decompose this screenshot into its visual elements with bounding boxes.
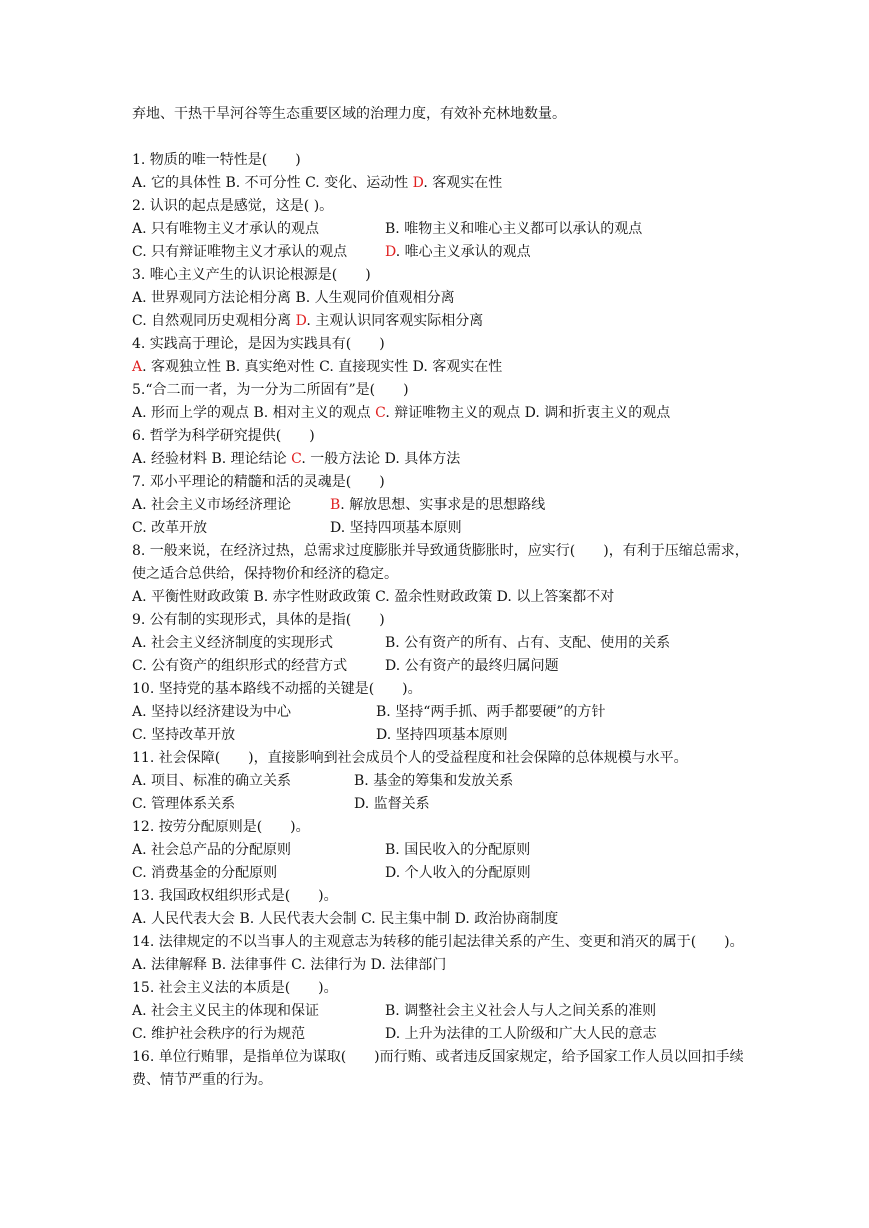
option-b: . 解放思想、实事求是的思想路线 (340, 497, 546, 513)
option-b: B. 基金的筹集和发放关系 (354, 773, 514, 789)
intro-paragraph: 弃地、干热干旱河谷等生态重要区域的治理力度，有效补充林地数量。 (132, 106, 566, 122)
option-a: A. 只有唯物主义才承认的观点 (132, 221, 320, 237)
option-d: D. 个人收入的分配原则 (385, 865, 531, 881)
option-c: C. 维护社会秩序的行为规范 (132, 1026, 306, 1042)
question-14-stem: 14. 法律规定的不以当事人的主观意志为转移的能引起法律关系的产生、变更和消灭的属于( )。 (132, 934, 744, 950)
options-text: A. 形而上学的观点 B. 相对主义的观点 (132, 405, 376, 421)
question-8-options: A. 平衡性财政政策 B. 赤字性财政政策 C. 盈余性财政政策 D. 以上答案都不对 (132, 589, 615, 605)
answer-mark: C (291, 451, 302, 467)
option-a: A. 社会总产品的分配原则 (132, 842, 292, 858)
question-15-stem: 15. 社会主义法的本质是( )。 (132, 980, 338, 996)
question-9-options-cd (132, 655, 752, 678)
question-6-stem: 6. 哲学为科学研究提供( ) (132, 428, 315, 444)
option-c: C. 管理体系关系 (132, 796, 236, 812)
option-d: D. 坚持四项基本原则 (330, 520, 462, 536)
answer-mark: C (375, 405, 386, 421)
question-8-stem: 8. 一般来说，在经济过热，总需求过度膨胀并导致通货膨胀时，应实行( )，有利于压缩总需求，使之适合总供给，保持物价和经济的稳定。 (132, 543, 749, 582)
option-c: C. 公有资产的组织形式的经营方式 (132, 658, 348, 674)
option-d: . 主观认识同客观实际相分离 (306, 313, 484, 329)
option-b: B. 公有资产的所有、占有、支配、使用的关系 (385, 635, 671, 651)
option-a: A. 坚持以经济建设为中心 (132, 704, 292, 720)
question-11-options-ab (132, 770, 752, 793)
option-a: A. 项目、标准的确立关系 (132, 773, 292, 789)
question-13-stem: 13. 我国政权组织形式是( )。 (132, 888, 338, 904)
question-7-options-cd (132, 517, 752, 540)
option-a: A. 社会主义经济制度的实现形式 (132, 635, 334, 651)
option-c: C. 只有辩证唯物主义才承认的观点 (132, 244, 348, 260)
question-2-options-ab (132, 218, 752, 241)
answer-mark: D (412, 175, 424, 191)
question-13-options: A. 人民代表大会 B. 人民代表大会制 C. 民主集中制 D. 政治协商制度 (132, 911, 559, 927)
option-a: A. 社会主义市场经济理论 (132, 497, 292, 513)
question-12-options-ab (132, 839, 752, 862)
options-text: . 客观实在性 (423, 175, 503, 191)
question-5-options (132, 402, 752, 425)
option-b: B. 国民收入的分配原则 (385, 842, 531, 858)
question-4-stem: 4. 实践高于理论，是因为实践具有( ) (132, 336, 385, 352)
question-1-options (132, 172, 752, 195)
question-3-stem: 3. 唯心主义产生的认识论根源是( ) (132, 267, 371, 283)
question-7-options-ab (132, 494, 752, 517)
option-c: C. 改革开放 (132, 520, 208, 536)
question-9-stem: 9. 公有制的实现形式，具体的是指( ) (132, 612, 385, 628)
question-15-options-cd (132, 1023, 752, 1046)
question-10-options-cd (132, 724, 752, 747)
answer-mark: B (330, 497, 341, 513)
question-11-stem: 11. 社会保障( )，直接影响到社会成员个人的受益程度和社会保障的总体规模与水平。 (132, 750, 688, 766)
question-15-options-ab (132, 1000, 752, 1023)
options-text: . 客观独立性 B. 真实绝对性 C. 直接现实性 D. 客观实在性 (142, 359, 503, 375)
question-list (132, 149, 752, 1092)
option-b: B. 调整社会主义社会人与人之间关系的准则 (385, 1003, 657, 1019)
question-6-options (132, 448, 752, 471)
option-c: C. 自然观同历史观相分离 (132, 313, 296, 329)
option-b: B. 坚持“两手抓、两手都要硬”的方针 (376, 704, 606, 720)
question-10-options-ab (132, 701, 752, 724)
question-12-options-cd (132, 862, 752, 885)
question-12-stem: 12. 按劳分配原则是( )。 (132, 819, 310, 835)
option-c: C. 坚持改革开放 (132, 727, 236, 743)
question-2-stem: 2. 认识的起点是感觉，这是( )。 (132, 198, 334, 214)
question-16-stem: 16. 单位行贿罪，是指单位为谋取( )而行贿、或者违反国家规定，给予国家工作人员以回扣手续费、情节严重的行为。 (132, 1049, 744, 1088)
question-9-options-ab (132, 632, 752, 655)
answer-mark: D (385, 244, 396, 260)
question-2-options-cd (132, 241, 752, 264)
question-14-options: A. 法律解释 B. 法律事件 C. 法律行为 D. 法律部门 (132, 957, 447, 973)
option-d: D. 坚持四项基本原则 (376, 727, 508, 743)
options-text: . 辩证唯物主义的观点 D. 调和折衷主义的观点 (385, 405, 671, 421)
question-3-options-ab: A. 世界观同方法论相分离 B. 人生观同价值观相分离 (132, 290, 455, 306)
answer-mark: D (295, 313, 307, 329)
option-d: D. 上升为法律的工人阶级和广大人民的意志 (385, 1026, 657, 1042)
question-1-stem: 1. 物质的唯一特性是( ) (132, 152, 301, 168)
answer-mark: A (132, 359, 143, 375)
question-10-stem: 10. 坚持党的基本路线不动摇的关键是( )。 (132, 681, 422, 697)
question-4-options (132, 356, 752, 379)
option-b: B. 唯物主义和唯心主义都可以承认的观点 (385, 221, 643, 237)
option-a: A. 社会主义民主的体现和保证 (132, 1003, 320, 1019)
option-c: C. 消费基金的分配原则 (132, 865, 278, 881)
option-d: D. 监督关系 (354, 796, 430, 812)
question-11-options-cd (132, 793, 752, 816)
question-5-stem: 5.“合二而一者，为一分为二所固有”是( ) (132, 382, 409, 398)
options-text: A. 它的具体性 B. 不可分性 C. 变化、运动性 (132, 175, 413, 191)
options-text: A. 经验材料 B. 理论结论 (132, 451, 292, 467)
option-d: D. 公有资产的最终归属问题 (385, 658, 559, 674)
question-7-stem: 7. 邓小平理论的精髓和活的灵魂是( ) (132, 474, 385, 490)
options-text: . 一般方法论 D. 具体方法 (301, 451, 461, 467)
option-d: . 唯心主义承认的观点 (395, 244, 531, 260)
question-3-options-cd (132, 310, 752, 333)
